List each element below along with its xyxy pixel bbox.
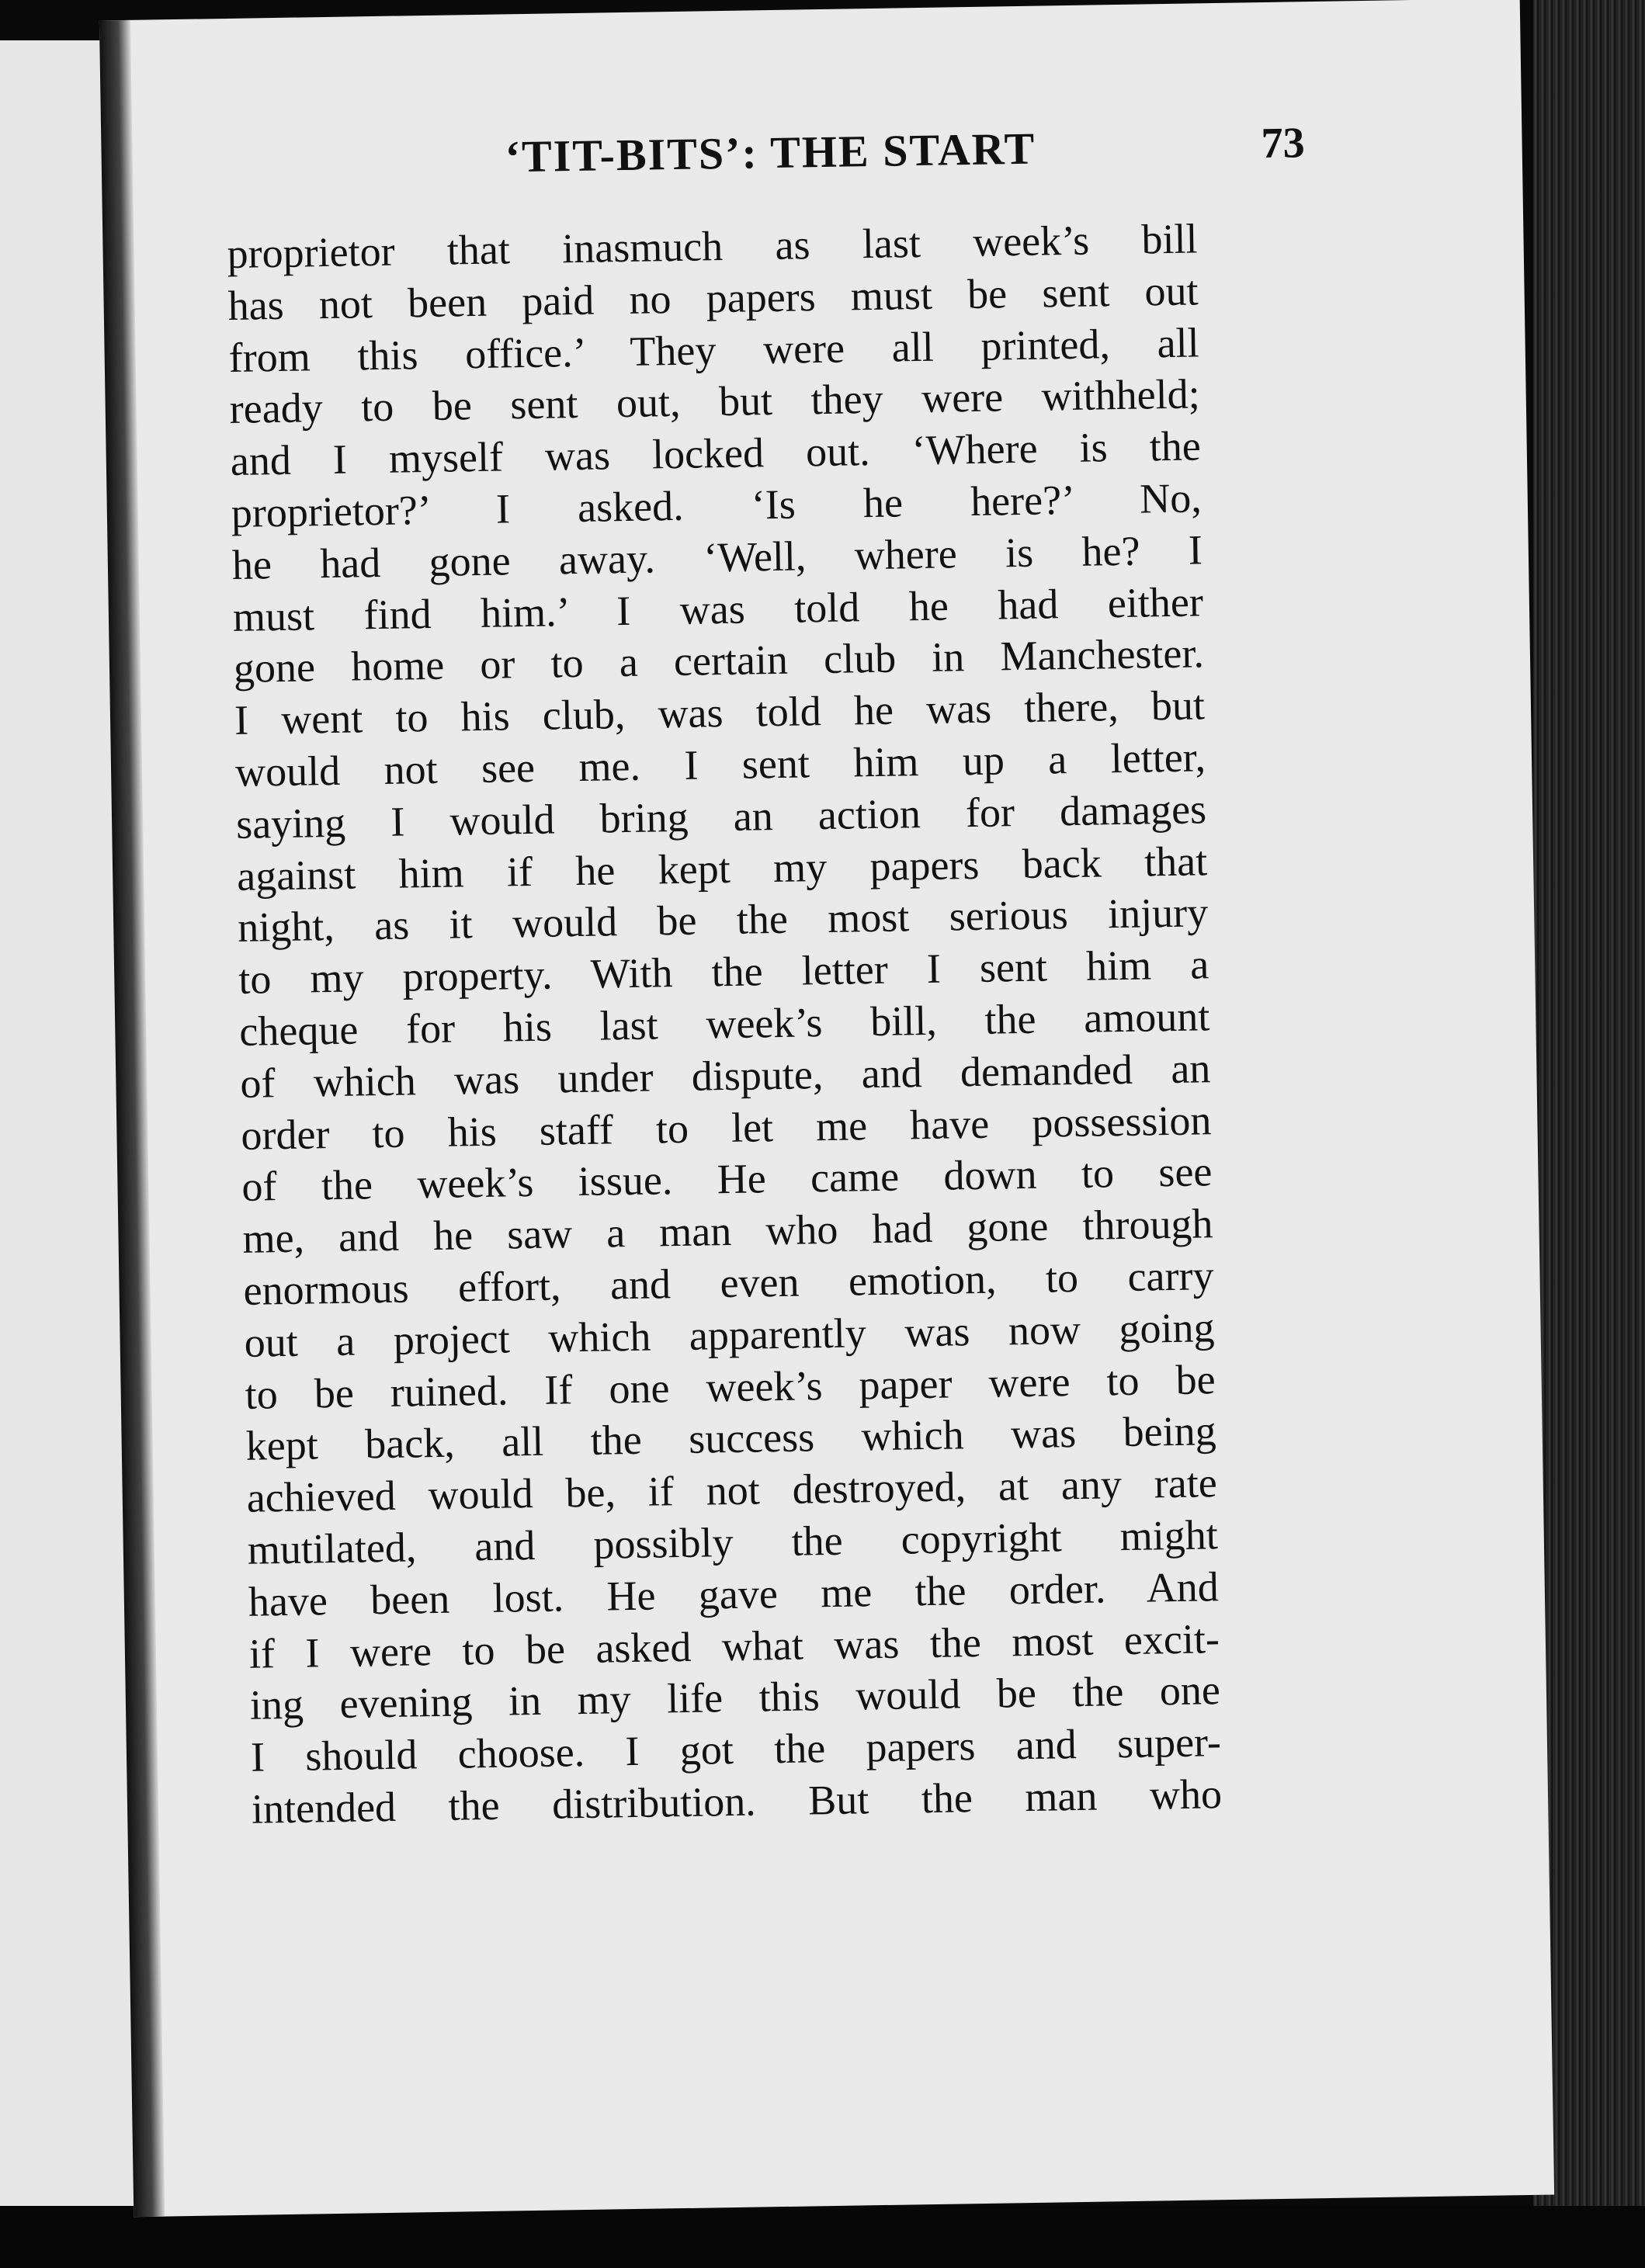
text-line: achieved would be, if not destroyed, at any rate [246, 1459, 1218, 1521]
book-page [99, 0, 1554, 2217]
text-line: enormous effort, and even emotion, to carry [243, 1252, 1214, 1314]
text-line: he had gone away. ‘Well, where is he? I [231, 526, 1203, 588]
text-line: ready to be sent out, but they were withheld; [229, 370, 1201, 433]
scan-bottom-border [0, 2206, 1645, 2268]
text-line: have been lost. He gave me the order. And [248, 1562, 1220, 1625]
text-line: proprietor?’ I asked. ‘Is he here?’ No, [231, 474, 1203, 536]
text-line: would not see me. I sent him up a letter, [234, 733, 1206, 796]
text-line: intended the distribution. But the man who [251, 1770, 1223, 1833]
text-line: cheque for his last week’s bill, the amount [238, 993, 1210, 1055]
text-line: and I myself was locked out. ‘Where is the [230, 422, 1202, 485]
text-line: has not been paid no papers must be sent out [227, 267, 1199, 329]
text-line: gone home or to a certain club in Manchester. [233, 629, 1205, 692]
page-header [388, 118, 1305, 195]
text-line: out a project which apparently was now going [244, 1303, 1215, 1366]
text-line: night, as it would be the most serious injury [237, 889, 1209, 952]
running-head: ‘TIT-BITS’: THE START [505, 123, 1036, 182]
text-line: of the week’s issue. He came down to see [241, 1148, 1213, 1211]
text-line: to be ruined. If one week’s paper were to be [245, 1355, 1216, 1418]
text-line: mutilated, and possibly the copyright might [247, 1511, 1219, 1573]
text-line: of which was under dispute, and demanded an [239, 1044, 1211, 1107]
text-line: saying I would bring an action for damages [235, 785, 1207, 848]
text-line: if I were to be asked what was the most excit- [248, 1614, 1220, 1677]
text-line: kept back, all the success which was being [245, 1407, 1217, 1470]
text-line: proprietor that inasmuch as last week’s bill [227, 215, 1198, 277]
text-line: ing evening in my life this would be the one [249, 1666, 1221, 1729]
text-line: must find him.’ I was told he had either [232, 577, 1204, 640]
text-line: from this office.’ They were all printed, all [228, 318, 1200, 381]
text-line: order to his staff to let me have possession [240, 1096, 1212, 1159]
text-line: I should choose. I got the papers and super- [250, 1718, 1222, 1781]
text-line: I went to his club, was told he was there, but [234, 681, 1206, 744]
text-line: against him if he kept my papers back that [236, 837, 1208, 900]
text-line: me, and he saw a man who had gone through [242, 1200, 1213, 1262]
text-line: to my property. With the letter I sent him a [238, 941, 1209, 1004]
body-text [227, 213, 1222, 1835]
page-number: 73 [1261, 119, 1306, 168]
